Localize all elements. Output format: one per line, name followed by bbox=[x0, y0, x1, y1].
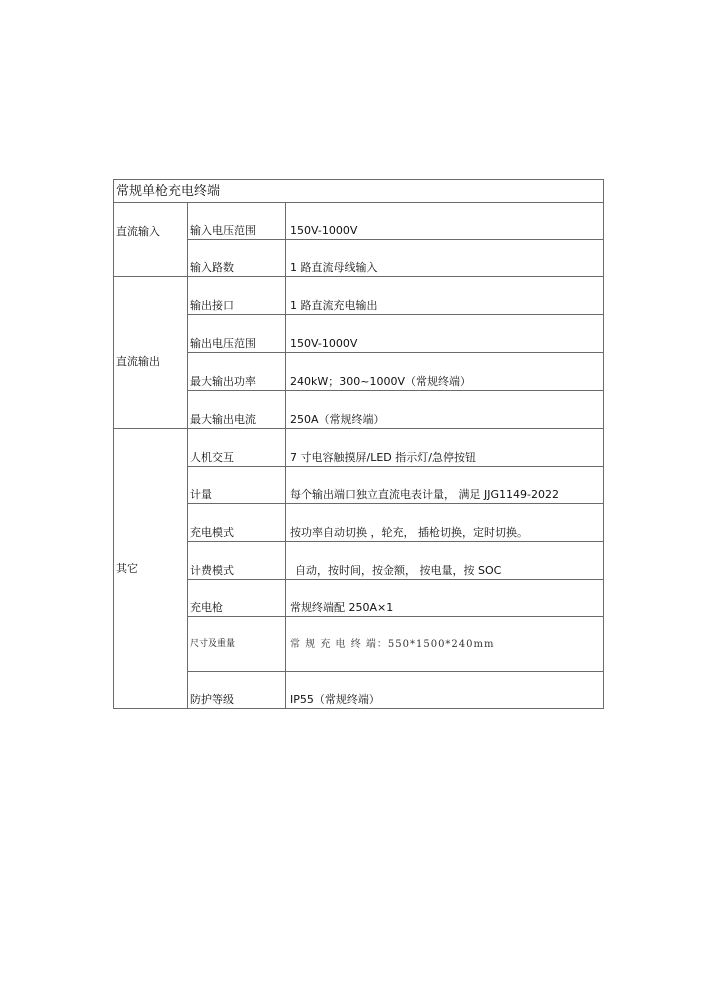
table-row bbox=[114, 353, 604, 391]
table-row bbox=[114, 580, 604, 617]
param-value: 7 寸电容触摸屏/LED 指示灯/急停按钮 bbox=[286, 429, 604, 467]
param-value: IP55（常规终端） bbox=[286, 672, 604, 709]
group-label-dc-input: 直流输入 bbox=[114, 203, 188, 277]
table-row bbox=[114, 672, 604, 709]
param-label: 输出电压范围 bbox=[188, 315, 286, 353]
param-label: 充电模式 bbox=[188, 504, 286, 542]
table-row bbox=[114, 203, 604, 240]
param-value: 每个输出端口独立直流电表计量， 满足 JJG1149-2022 bbox=[286, 467, 604, 504]
param-label: 防护等级 bbox=[188, 672, 286, 709]
table-row bbox=[114, 429, 604, 467]
param-label: 充电枪 bbox=[188, 580, 286, 617]
param-label: 最大输出电流 bbox=[188, 391, 286, 429]
param-label: 输出接口 bbox=[188, 277, 286, 315]
param-label: 输入路数 bbox=[188, 240, 286, 277]
param-value: 按功率自动切换 ，轮充， 插枪切换，定时切换。 bbox=[286, 504, 604, 542]
table-row bbox=[114, 542, 604, 580]
table-row bbox=[114, 277, 604, 315]
group-label-other: 其它 bbox=[114, 429, 188, 709]
table-row bbox=[114, 617, 604, 672]
param-value: 1 路直流母线输入 bbox=[286, 240, 604, 277]
table-row bbox=[114, 504, 604, 542]
table-title: 常规单枪充电终端 bbox=[114, 180, 604, 203]
param-label: 人机交互 bbox=[188, 429, 286, 467]
param-value: 自动，按时间，按金额， 按电量，按 SOC bbox=[286, 542, 604, 580]
group-label-dc-output: 直流输出 bbox=[114, 277, 188, 429]
param-value: 常 规 充 电 终 端：550*1500*240mm bbox=[286, 617, 604, 672]
param-value: 1 路直流充电输出 bbox=[286, 277, 604, 315]
param-value: 150V-1000V bbox=[286, 203, 604, 240]
table-row bbox=[114, 240, 604, 277]
param-label: 计量 bbox=[188, 467, 286, 504]
param-value: 250A（常规终端） bbox=[286, 391, 604, 429]
param-label: 最大输出功率 bbox=[188, 353, 286, 391]
table-row bbox=[114, 391, 604, 429]
param-value: 150V-1000V bbox=[286, 315, 604, 353]
spec-table bbox=[113, 179, 604, 709]
table-row bbox=[114, 315, 604, 353]
param-label: 计费模式 bbox=[188, 542, 286, 580]
param-value: 常规终端配 250A×1 bbox=[286, 580, 604, 617]
title-row bbox=[114, 180, 604, 203]
param-label: 尺寸及重量 bbox=[188, 617, 286, 672]
param-label: 输入电压范围 bbox=[188, 203, 286, 240]
table-row bbox=[114, 467, 604, 504]
param-value: 240kW；300~1000V（常规终端） bbox=[286, 353, 604, 391]
